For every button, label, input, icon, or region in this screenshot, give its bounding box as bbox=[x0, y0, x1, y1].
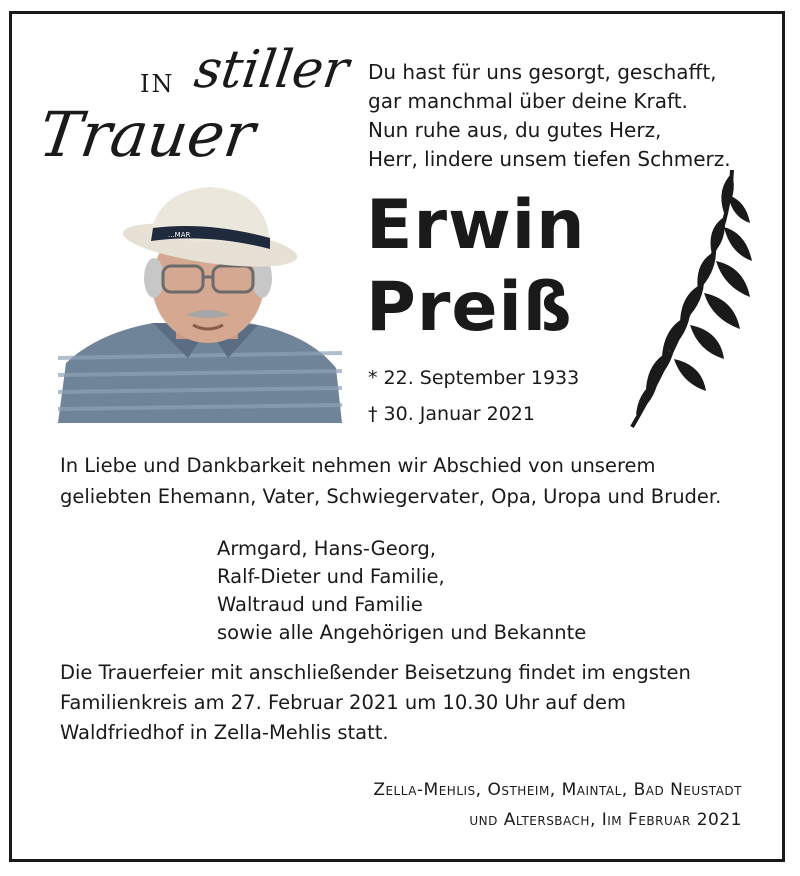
mourner-line: Waltraud und Familie bbox=[217, 593, 423, 616]
poem bbox=[368, 58, 731, 174]
place-and-date bbox=[373, 775, 742, 835]
deceased-name bbox=[366, 185, 586, 349]
header-word-in: IN bbox=[140, 70, 175, 98]
portrait-illustration bbox=[58, 183, 342, 423]
poem-line: Herr, lindere unsem tiefen Schmerz. bbox=[368, 147, 731, 171]
mourner-line: Armgard, Hans-Georg, bbox=[217, 537, 436, 560]
hat-band-lettering: ...MAR bbox=[168, 231, 191, 239]
birth-date: * 22. September 1933 bbox=[368, 367, 580, 389]
farewell-text: In Liebe und Dankbarkeit nehmen wir Abschied von unserem geliebten Ehemann, Vater, Schwiegervater, Opa, Uropa und Bruder. bbox=[60, 454, 722, 508]
poem-line: Nun ruhe aus, du gutes Herz, bbox=[368, 118, 662, 142]
palm-branch-icon bbox=[620, 165, 760, 433]
poem-line: Du hast für uns gesorgt, geschafft, bbox=[368, 60, 717, 84]
header-word-stiller: stiller bbox=[190, 40, 353, 100]
mourner-line: sowie alle Angehörigen und Bekannte bbox=[217, 621, 587, 644]
deceased-last-name: Preiß bbox=[366, 268, 573, 347]
mourners-list bbox=[217, 535, 586, 647]
portrait-photo bbox=[58, 183, 342, 423]
life-dates bbox=[368, 360, 579, 432]
place-line-2: und Altersbach, Iim Februar 2021 bbox=[469, 810, 742, 830]
header-word-trauer: Trauer bbox=[34, 98, 260, 171]
deceased-first-name: Erwin bbox=[366, 186, 586, 265]
ceremony-text: Die Trauerfeier mit anschließender Beisetzung findet im engsten Familienkreis am 27. Februar 2021 um 10.30 Uhr auf dem Waldfriedhof in Zella-Mehlis statt. bbox=[60, 661, 691, 744]
death-date: † 30. Januar 2021 bbox=[368, 403, 535, 425]
mourner-line: Ralf-Dieter und Familie, bbox=[217, 565, 445, 588]
poem-line: gar manchmal über deine Kraft. bbox=[368, 89, 688, 113]
place-line-1: Zella-Mehlis, Ostheim, Maintal, Bad Neustadt bbox=[373, 780, 742, 800]
